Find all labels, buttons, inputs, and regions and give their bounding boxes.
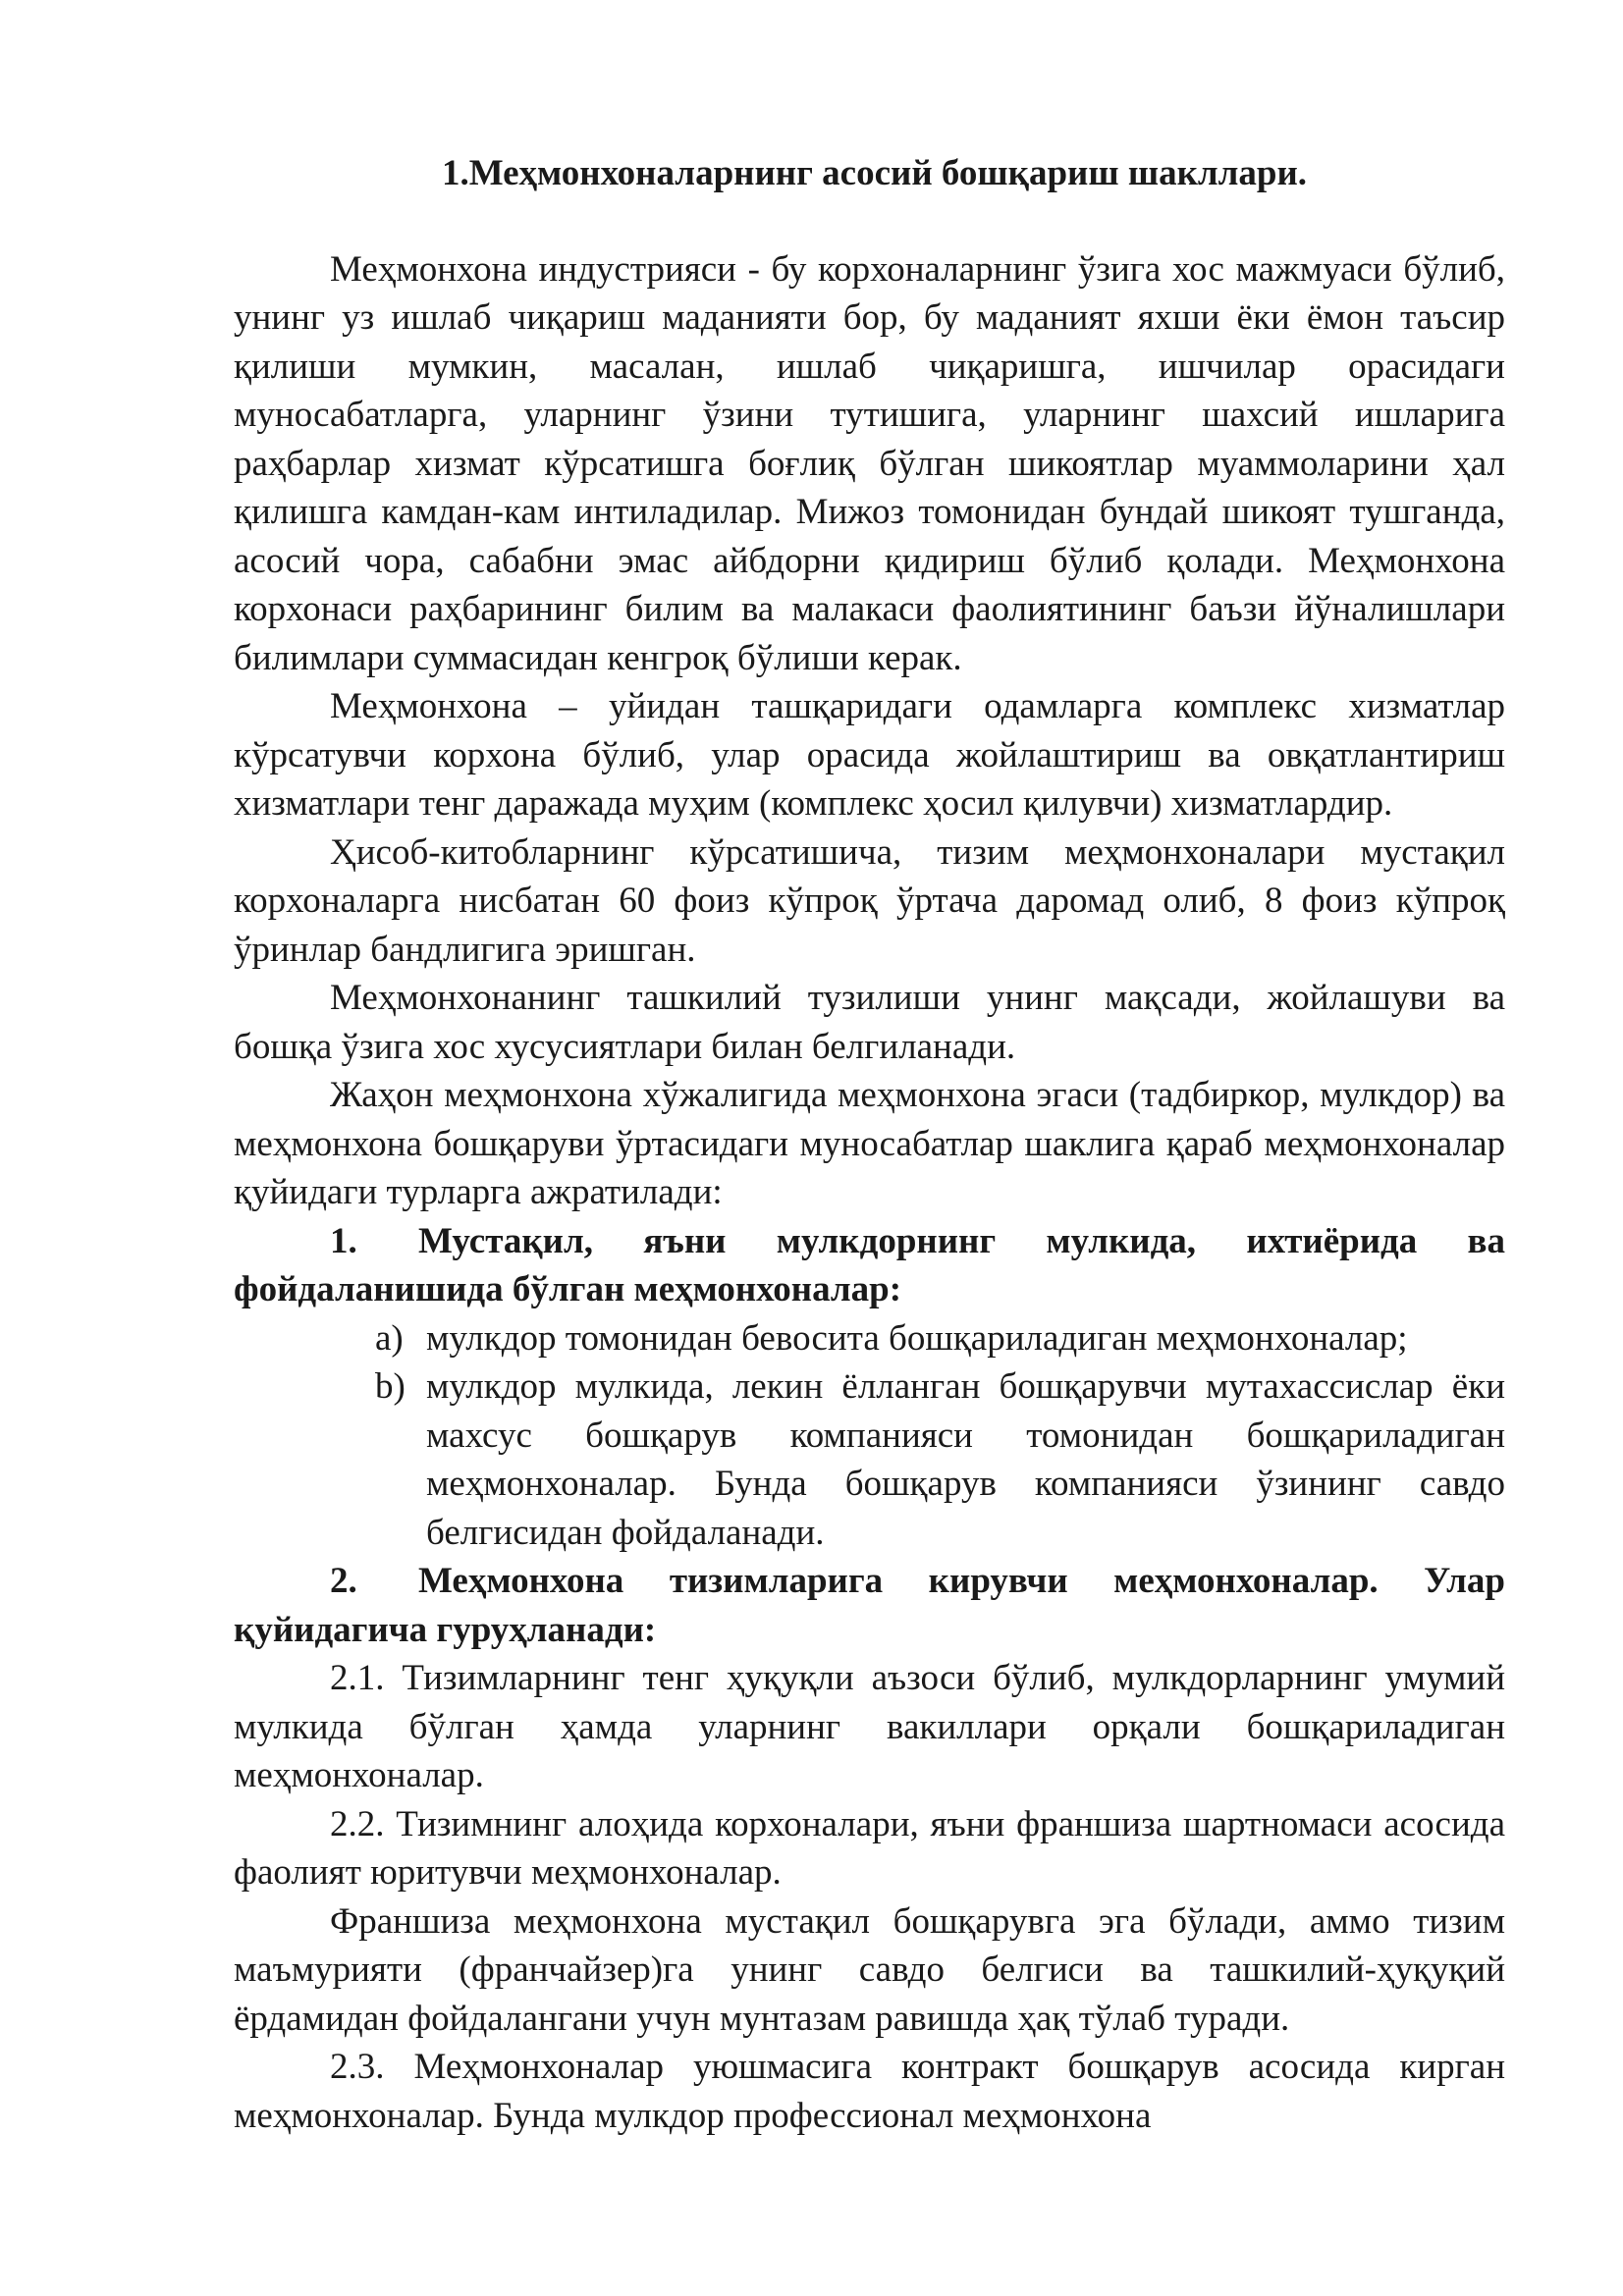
heading-item-1 [234, 1217, 1505, 1314]
document-title: 1.Меҳмонхоналарнинг асосий бошқариш шакллари. [441, 153, 1308, 193]
heading-item-2 [234, 1557, 1505, 1654]
sublist-item-b-text: мулкдор мулкида, лекин ёлланган бошқарувчи мутахассислар ёки махсус бошқарув компанияси томонидан бошқариладиган меҳмонхоналар. Бунда бошқарув компанияси ўзининг савдо белгисидан фойдаланади. [426, 1366, 1505, 1553]
paragraph-2-3: 2.3. Меҳмонхоналар уюшмасига контракт бошқарув асосида кирган меҳмонхоналар. Бунда мулкдор профессионал меҳмонхона [234, 2047, 1505, 2136]
paragraph-franchise: Франшиза меҳмонхона мустақил бошқарувга эга бўлади, аммо тизим маъмурияти (франчайзер)га унинг савдо белгиси ва ташкилий-ҳуқуқий ёрдамидан фойдалангани учун мунтазам равишда ҳақ тўлаб туради. [234, 1900, 1505, 2039]
sublist-item-a-marker: a) [375, 1317, 404, 1359]
paragraph-world-hotel-economy: Жаҳон меҳмонхона хўжалигида меҳмонхона эгаси (тадбиркор, мулкдор) ва меҳмонхона бошқаруви ўртасидаги муносабатлар шаклига қараб меҳмонхоналар қуйидаги турларга ажратилади: [234, 1075, 1505, 1212]
sublist-item-a [375, 1314, 1505, 1363]
paragraph-2-1: 2.1. Тизимларнинг тенг ҳуқуқли аъзоси бўлиб, мулкдорларнинг умумий мулкида бўлган ҳамда уларнинг вакиллари орқали бошқариладиган меҳмонхоналар. [234, 1658, 1505, 1795]
sublist-item-b [375, 1362, 1505, 1557]
paragraph-hotel-industry: Меҳмонхона индустрияси - бу корхоналарнинг ўзига хос мажмуаси бўлиб, унинг уз ишлаб чиқариш маданияти бор, бу маданият яхши ёки ёмон таъсир қилиши мумкин, масалан, ишлаб чиқаришга, ишчилар орасидаги муносабатларга, уларнинг ўзини тутишига, уларнинг шахсий ишларига раҳбарлар хизмат кўрсатишга боғлиқ бўлган шикоятлар муаммоларини ҳал қилишга камдан-кам интиладилар. Мижоз томонидан бундай шикоят тушганда, асосий чора, сабабни эмас айбдорни қидириш бўлиб қолади. Меҳмонхона корхонаси раҳбарининг билим ва малакаси фаолиятининг баъзи йўналишлари билимлари суммасидан кенгроқ бўлиши керак. [234, 248, 1505, 678]
paragraph-hotel-definition: Меҳмонхона – уйидан ташқаридаги одамларга комплекс хизматлар кўрсатувчи корхона бўлиб, улар орасида жойлаштириш ва овқатлантириш хизматлари тенг даражада муҳим (комплекс ҳосил қилувчи) хизматлардир. [234, 686, 1505, 824]
sublist-item-1 [234, 1314, 1505, 1558]
paragraph-2-2: 2.2. Тизимнинг алоҳида корхоналари, яъни франшиза шартномаси асосида фаолият юритувчи меҳмонхоналар. [234, 1803, 1505, 1893]
sublist-item-b-marker: b) [375, 1366, 406, 1407]
heading-item-1-number: 1. [330, 1220, 357, 1261]
heading-item-1-text: Мустақил, яъни мулкдорнинг мулкида, ихтиёрида ва фойдаланишида бўлган меҳмонхоналар: [234, 1220, 1505, 1309]
paragraph-org-structure: Меҳмонхонанинг ташкилий тузилиши унинг мақсади, жойлашуви ва бошқа ўзига хос хусусиятлари билан белгиланади. [234, 978, 1505, 1067]
paragraph-calculations: Ҳисоб-китобларнинг кўрсатишича, тизим меҳмонхоналари мустақил корхоналарга нисбатан 60 фоиз кўпроқ ўртача даромад олиб, 8 фоиз кўпроқ ўринлар бандлигига эришган. [234, 831, 1505, 970]
heading-item-2-number: 2. [330, 1561, 357, 1601]
sublist-item-a-text: мулкдор томонидан бевосита бошқариладиган меҳмонхоналар; [426, 1317, 1408, 1359]
heading-item-2-text: Меҳмонхона тизимларига кирувчи меҳмонхоналар. Улар қуйидагича гуруҳланади: [234, 1561, 1505, 1650]
